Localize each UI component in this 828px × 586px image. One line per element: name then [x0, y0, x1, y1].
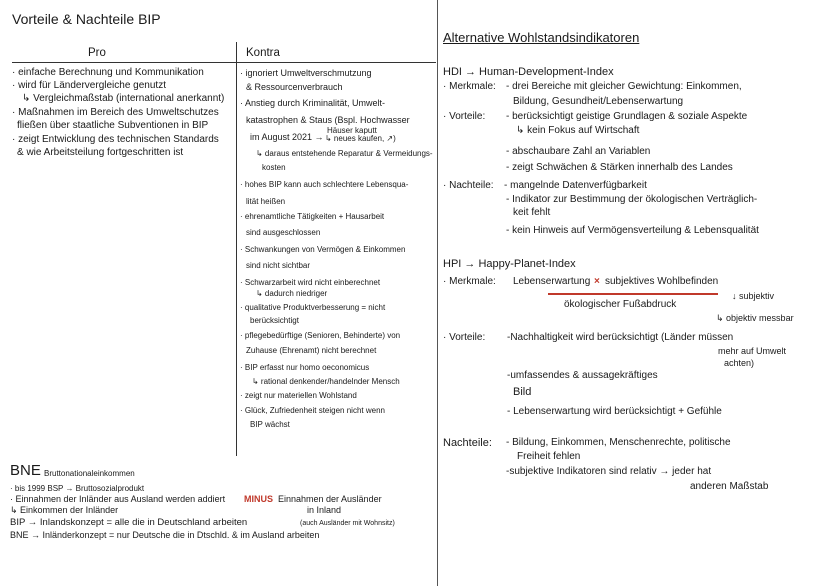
list-item: sind nicht sichtbar — [246, 261, 311, 270]
bne-line: BIP → Inlandskonzept = alle die in Deutschland arbeiten — [10, 517, 248, 528]
kontra-header: Kontra — [246, 47, 280, 59]
list-item: Zuhause (Ehrenamt) nicht berechnet — [246, 346, 377, 355]
list-item: Bildung, Gesundheit/Lebenserwartung — [513, 96, 684, 107]
formula-times: × — [594, 276, 600, 287]
list-item: im August 2021 → — [250, 132, 324, 142]
bne-line: BNE → Inländerkonzept = nur Deutsche die in Dtschld. & im Ausland arbeiten — [10, 530, 320, 540]
list-item: & Ressourcenverbrauch — [246, 82, 343, 92]
list-item: keit fehlt — [513, 207, 551, 218]
list-item: berücksichtigt — [250, 316, 299, 325]
list-item: · hohes BIP kann auch schlechtere Lebensqua- — [240, 180, 409, 189]
list-item: · wird für Ländervergleiche genutzt — [12, 80, 166, 91]
hdi-heading: HDI → Human-Development-Index — [443, 66, 614, 78]
hdi-merkmale-label: · Merkmale: — [443, 81, 496, 92]
list-item: ↳ dadurch niedriger — [256, 289, 328, 298]
list-item: & wie Arbeitsteilung fortgeschritten ist — [17, 147, 184, 158]
bne-line: in Inland — [307, 505, 342, 515]
list-item: · pflegebedürftige (Senioren, Behinderte) von — [240, 331, 401, 340]
bne-subtitle: Bruttonationaleinkommen — [44, 469, 135, 478]
list-item: Freiheit fehlen — [517, 451, 581, 462]
table-header-divider — [12, 62, 436, 63]
hpi-vorteile-label: · Vorteile: — [443, 332, 486, 343]
list-item: Bild — [513, 386, 532, 398]
list-item: · Anstieg durch Kriminalität, Umwelt- — [240, 98, 386, 108]
bne-line: Einnahmen der Ausländer — [278, 494, 382, 504]
list-item: ↳ neues kaufen, ↗) — [325, 134, 396, 143]
list-item: ↳ rational denkender/handelnder Mensch — [252, 377, 400, 386]
list-item: · Glück, Zufriedenheit steigen nicht wenn — [240, 406, 385, 415]
hpi-merkmale-label: · Merkmale: — [443, 276, 496, 287]
fraction-bar — [548, 293, 718, 295]
list-item: -Nachhaltigkeit wird berücksichtigt (Länder müssen — [507, 332, 734, 343]
list-item: - zeigt Schwächen & Stärken innerhalb des Landes — [506, 162, 733, 173]
hpi-nachteile-label: Nachteile: — [443, 437, 492, 449]
formula-denominator: ökologischer Fußabdruck — [564, 299, 677, 310]
right-title: Alternative Wohlstandsindikatoren — [443, 30, 640, 45]
list-item: · zeigt Entwicklung des technischen Standards — [12, 134, 219, 145]
hdi-vorteile-label: · Vorteile: — [443, 111, 486, 122]
bne-title: BNE — [10, 462, 41, 479]
pro-header: Pro — [88, 47, 106, 59]
list-item: - Indikator zur Bestimmung der ökologischen Verträglich- — [506, 194, 758, 205]
list-item: · qualitative Produktverbesserung = nicht — [240, 303, 386, 312]
list-item: - berücksichtigt geistige Grundlagen & soziale Aspekte — [506, 111, 748, 122]
list-item: BIP wächst — [250, 420, 290, 429]
list-item: · Maßnahmen im Bereich des Umweltschutzes — [12, 107, 219, 118]
formula-numerator-a: Lebenserwartung — [513, 276, 591, 287]
table-column-divider — [236, 42, 237, 456]
list-item: - kein Hinweis auf Vermögensverteilung & Lebensqualität — [506, 225, 759, 236]
minus-highlight: MINUS — [244, 494, 273, 504]
left-title: Vorteile & Nachteile BIP — [12, 11, 161, 27]
page-divider — [437, 0, 438, 586]
list-item: - abschaubare Zahl an Variablen — [506, 146, 651, 157]
list-item: Häuser kaputt — [327, 126, 377, 135]
hpi-heading: HPI → Happy-Planet-Index — [443, 258, 576, 270]
list-item: · BIP erfasst nur homo oeconomicus — [240, 363, 370, 372]
list-item: mehr auf Umwelt — [718, 346, 787, 356]
bne-line: · Einnahmen der Inländer aus Ausland werden addiert — [10, 494, 226, 504]
list-item: ↳ kein Fokus auf Wirtschaft — [516, 125, 640, 136]
list-item: lität heißen — [246, 197, 286, 206]
list-item: -umfassendes & aussagekräftiges — [507, 370, 658, 381]
list-item: · Schwankungen von Vermögen & Einkommen — [240, 245, 406, 254]
list-item: anderen Maßstab — [690, 481, 769, 492]
list-item: · zeigt nur materiellen Wohlstand — [240, 391, 357, 400]
list-item: fließen über staatliche Subventionen in BIP — [17, 120, 209, 131]
list-item: sind ausgeschlossen — [246, 228, 321, 237]
list-item: -subjektive Indikatoren sind relativ → jeder hat — [506, 466, 712, 477]
bne-line: · bis 1999 BSP → Bruttosozialprodukt — [10, 484, 145, 493]
list-item: - Lebenserwartung wird berücksichtigt + Gefühle — [507, 406, 722, 417]
bne-line: ↳ Einkommen der Inländer — [10, 505, 119, 515]
list-item: - Bildung, Einkommen, Menschenrechte, politische — [506, 437, 731, 448]
list-item: · ehrenamtliche Tätigkeiten + Hausarbeit — [240, 212, 385, 221]
list-item: · ignoriert Umweltverschmutzung — [240, 68, 372, 78]
bne-line: (auch Ausländer mit Wohnsitz) — [300, 520, 395, 527]
list-item: ↳ Vergleichmaßstab (international anerkannt) — [22, 93, 225, 104]
list-item: - drei Bereiche mit gleicher Gewichtung: Einkommen, — [506, 81, 742, 92]
formula-numerator-b: subjektives Wohlbefinden — [605, 276, 719, 287]
note-objektiv: ↳ objektiv messbar — [716, 313, 794, 323]
list-item: ↳ daraus entstehende Reparatur & Vermeidungs- — [256, 149, 433, 158]
hdi-nachteile-label: · Nachteile: — [443, 180, 494, 191]
list-item: achten) — [724, 358, 755, 368]
list-item: - mangelnde Datenverfügbarkeit — [504, 180, 647, 191]
list-item: · Schwarzarbeit wird nicht einberechnet — [240, 278, 381, 287]
list-item: katastrophen & Staus (Bspl. Hochwasser — [246, 115, 410, 125]
list-item: · einfache Berechnung und Kommunikation — [12, 67, 204, 78]
list-item: kosten — [262, 163, 286, 172]
note-subjektiv: ↓ subjektiv — [732, 291, 775, 301]
